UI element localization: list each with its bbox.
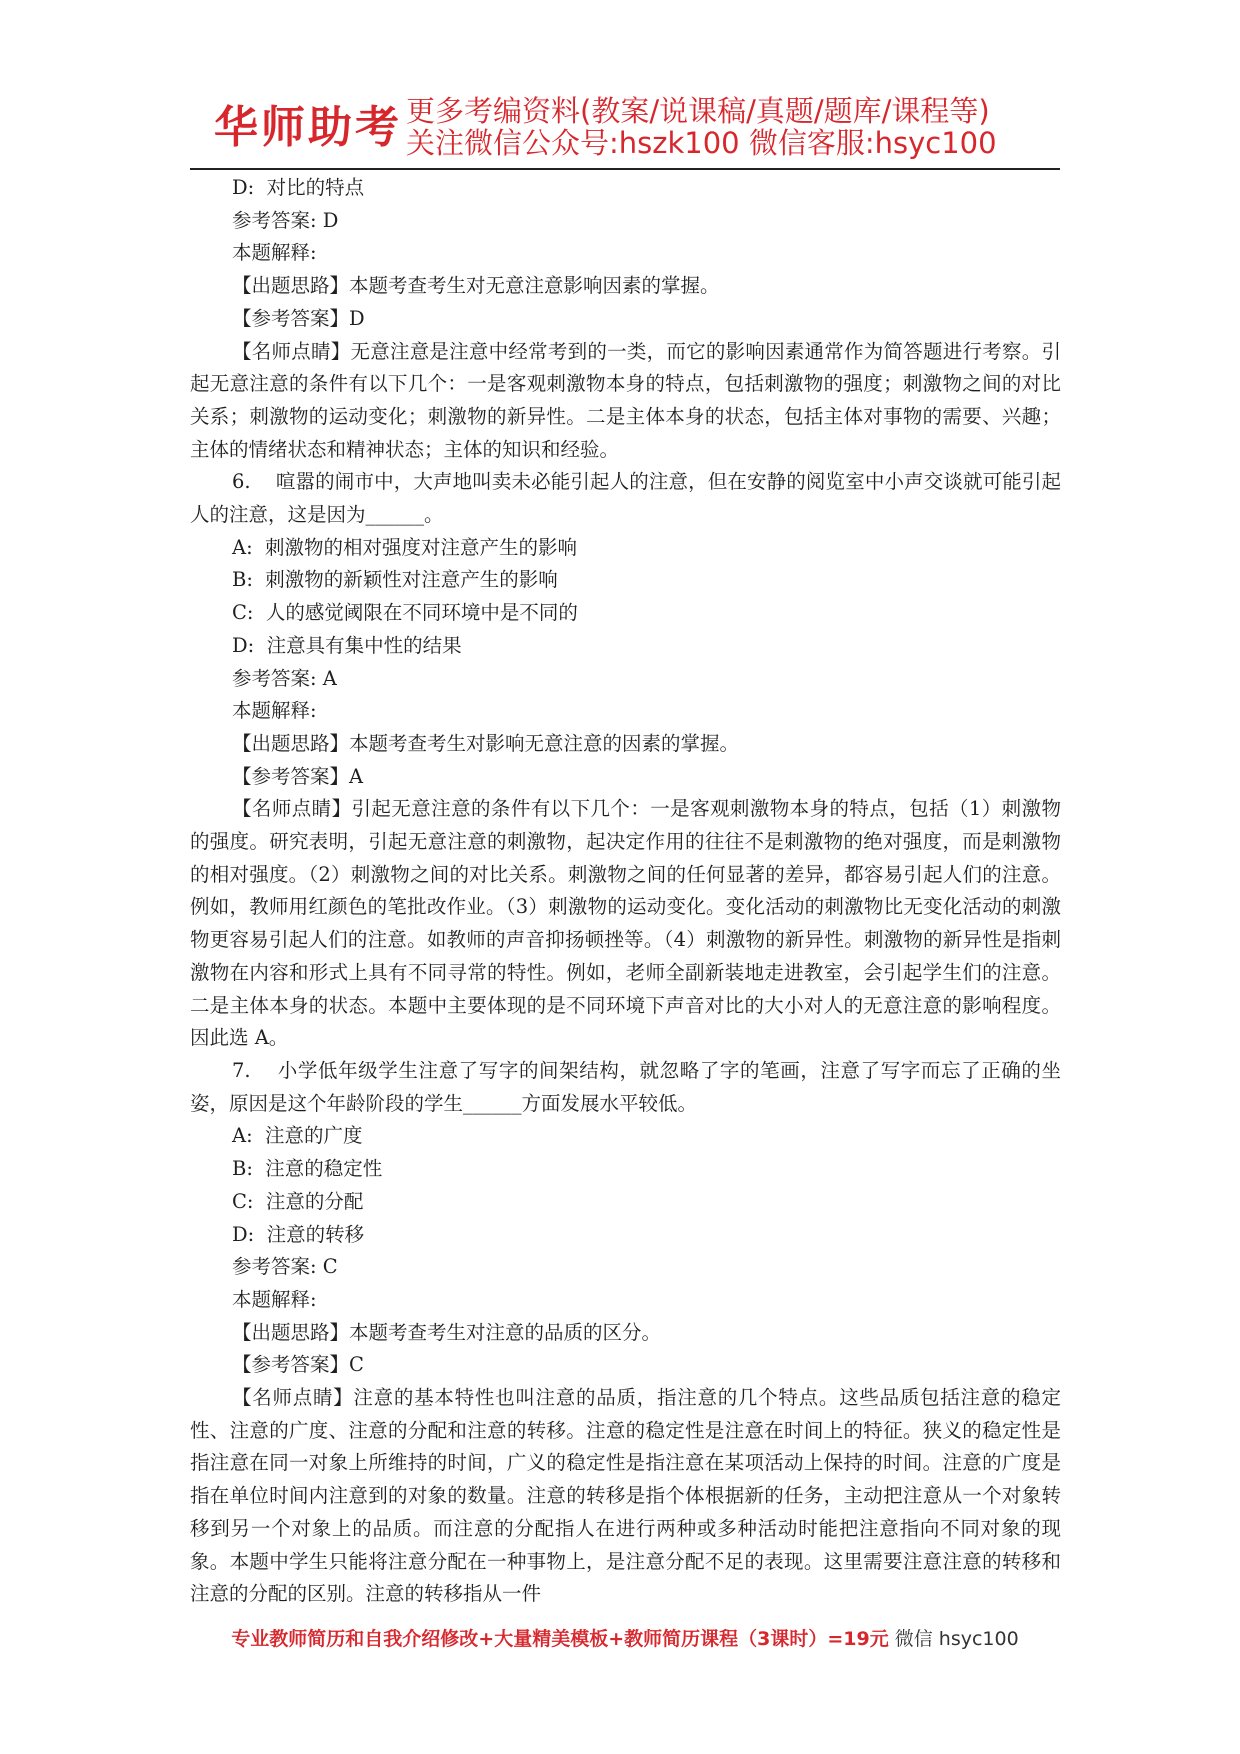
document-line: D: 注意的转移 <box>232 1222 365 1246</box>
document-line: 【参考答案】C <box>232 1353 364 1377</box>
document-line: D: 对比的特点 <box>232 176 365 199</box>
document-line: 参考答案: A <box>232 666 337 690</box>
footer-promo-text: 专业教师简历和自我介绍修改+大量精美模板+教师简历课程（3课时）=19元 <box>231 1628 889 1650</box>
document-line: 【出题思路】本题考查考生对无意注意影响因素的掌握。 <box>232 274 720 298</box>
footer-contact-text: 微信 hsyc100 <box>888 1628 1019 1650</box>
document-line: A: 注意的广度 <box>232 1124 363 1148</box>
document-line: 6. 喧嚣的闹市中，大声地叫卖未必能引起人的注意，但在安静的阅览室中小声交谈就可能引起人的注意，这是因为______。 <box>190 470 1061 527</box>
header-divider <box>190 168 1060 170</box>
header-promo-line-2: 关注微信公众号:hszk100 微信客服:hsyc100 <box>406 126 997 160</box>
document-line: 【名师点睛】注意的基本特性也叫注意的品质，指注意的几个特点。这些品质包括注意的稳定性、注意的广度、注意的分配和注意的转移。注意的稳定性是注意在时间上的特征。狭义的稳定性是指注意在同一对象上所维持的时间，广义的稳定性是指注意在某项活动上保持的时间。注意的广度是指在单位时间内注意到的对象的数量。注意的转移是指个体根据新的任务，主动把注意从一个对象转移到另一个对象上的品质。而注意的分配指人在进行两种或多种活动时能把注意指向不同对象的现象。本题中学生只能将注意分配在一种事物上，是注意分配不足的表现。这里需要注意注意的转移和注意的分配的区别。注意的转移指从一件 <box>190 1386 1061 1606</box>
document-line: 参考答案: C <box>232 1255 338 1279</box>
document-line: D: 注意具有集中性的结果 <box>232 633 462 657</box>
header-promo-line-1: 更多考编资料(教案/说课稿/真题/题库/课程等) <box>406 94 990 128</box>
document-line: 本题解释: <box>232 241 317 265</box>
document-line: 【出题思路】本题考查考生对注意的品质的区分。 <box>232 1320 662 1344</box>
document-line: 【名师点睛】无意注意是注意中经常考到的一类，而它的影响因素通常作为简答题进行考察。引起无意注意的条件有以下几个：一是客观刺激物本身的特点，包括刺激物的强度；刺激物之间的对比关系；刺激物的运动变化；刺激物的新异性。二是主体本身的状态，包括主体对事物的需要、兴趣；主体的情绪状态和精神状态；主体的知识和经验。 <box>190 339 1061 461</box>
document-line: B: 注意的稳定性 <box>232 1157 383 1181</box>
document-line: 【参考答案】D <box>232 306 365 330</box>
document-line: 【名师点睛】引起无意注意的条件有以下几个：一是客观刺激物本身的特点，包括（1）刺激物的强度。研究表明，引起无意注意的刺激物，起决定作用的往往不是刺激物的绝对强度，而是刺激物的相对强度。（2）刺激物之间的对比关系。刺激物之间的任何显著的差异，都容易引起人们的注意。例如，教师用红颜色的笔批改作业。（3）刺激物的运动变化。变化活动的刺激物比无变化活动的刺激物更容易引起人们的注意。如教师的声音抑扬顿挫等。（4）刺激物的新异性。刺激物的新异性是指刺激物在内容和形式上具有不同寻常的特性。例如，老师全副新装地走进教室，会引起学生们的注意。二是主体本身的状态。本题中主要体现的是不同环境下声音对比的大小对人的无意注意的影响程度。因此选 A。 <box>190 797 1061 1050</box>
document-line: 本题解释: <box>232 699 317 723</box>
document-line: 7. 小学低年级学生注意了写字的间架结构，就忽略了字的笔画，注意了写字而忘了正确的坐姿，原因是这个年龄阶段的学生______方面发展水平较低。 <box>190 1058 1061 1115</box>
page-footer <box>190 1626 1060 1652</box>
document-line: A: 刺激物的相对强度对注意产生的影响 <box>232 535 578 559</box>
document-line: B: 刺激物的新颖性对注意产生的影响 <box>232 568 558 592</box>
document-body <box>190 172 1061 1611</box>
document-line: 本题解释: <box>232 1287 317 1311</box>
page-header <box>210 90 1060 170</box>
document-line: 【出题思路】本题考查考生对影响无意注意的因素的掌握。 <box>232 731 740 755</box>
document-line: 【参考答案】A <box>232 764 364 788</box>
brand-logo: 华师助考 <box>214 102 402 153</box>
document-line: C: 人的感觉阈限在不同环境中是不同的 <box>232 601 578 625</box>
document-line: 参考答案: D <box>232 208 339 232</box>
document-line: C: 注意的分配 <box>232 1189 364 1213</box>
